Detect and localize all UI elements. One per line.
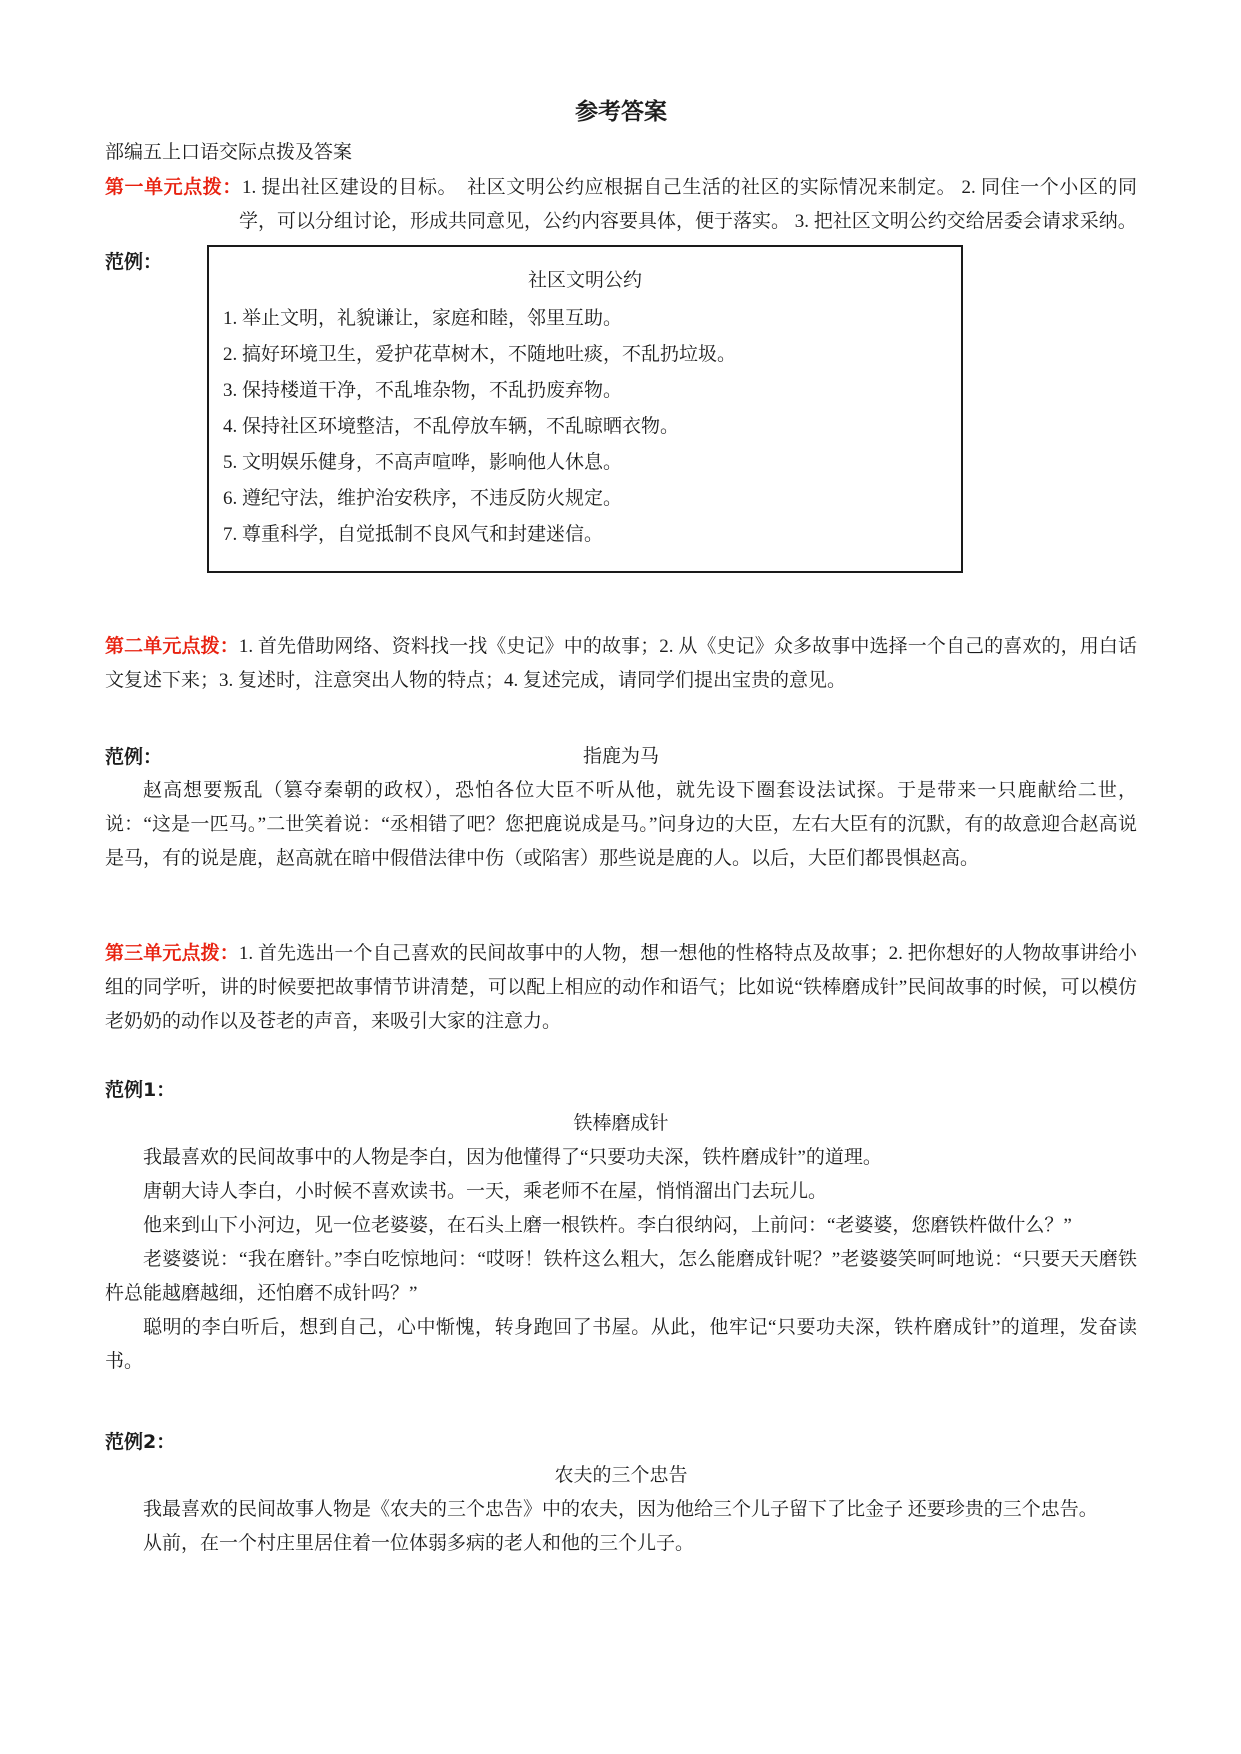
- page-title: 参考答案: [575, 99, 667, 125]
- unit2-example-label: 范例：: [105, 746, 163, 768]
- page-subtitle: 部编五上口语交际点拨及答案: [105, 142, 353, 163]
- pact-item: 1. 举止文明，礼貌谦让，家庭和睦，邻里互助。: [223, 308, 623, 329]
- community-pact-box: [207, 245, 963, 573]
- pact-item-list: [223, 301, 947, 553]
- story-paragraph: 聪明的李白听后，想到自己，心中惭愧，转身跑回了书屋。从此，他牢记“只要功夫深，铁杵磨成针”的道理，发奋读书。: [105, 1317, 1137, 1372]
- unit2-example-row: [105, 740, 1137, 774]
- story-paragraph: 唐朝大诗人李白，小时候不喜欢读书。一天，乘老师不在屋，悄悄溜出门去玩儿。: [143, 1181, 828, 1202]
- unit1-label: 第一单元点拨：: [105, 176, 242, 198]
- pact-item: 5. 文明娱乐健身，不高声喧哗，影响他人休息。: [223, 452, 623, 473]
- pact-item: 6. 遵纪守法，维护治安秩序，不违反防火规定。: [223, 488, 623, 509]
- unit3-story2: [105, 1493, 1137, 1561]
- unit1-example-row: [105, 245, 1137, 573]
- pact-item: 3. 保持楼道干净，不乱堆杂物，不乱扔废弃物。: [223, 380, 623, 401]
- pact-item: 7. 尊重科学，自觉抵制不良风气和封建迷信。: [223, 524, 604, 545]
- unit3-example2-label: 范例2：: [105, 1431, 176, 1453]
- unit1-example-label: 范例：: [105, 251, 163, 273]
- story-paragraph: 我最喜欢的民间故事人物是《农夫的三个忠告》中的农夫，因为他给三个儿子留下了比金子 还要珍贵的三个忠告。: [143, 1499, 1098, 1520]
- pact-item: 2. 搞好环境卫生，爱护花草树木，不随地吐痰，不乱扔垃圾。: [223, 344, 737, 365]
- unit2-paragraph: [105, 629, 1137, 698]
- unit3-story1-title: 铁棒磨成针: [573, 1113, 669, 1134]
- unit2-story-title: 指鹿为马: [582, 746, 659, 767]
- unit3-paragraph: [105, 936, 1137, 1039]
- unit1-text: 1. 提出社区建设的目标。 社区文明公约应根据自己生活的社区的实际情况来制定。 2. 同住一个小区的同学，可以分组讨论，形成共同意见，公约内容要具体，便于落实。 3. 把社区文明公约交给居委会请求采纳。: [239, 177, 1137, 232]
- unit3-label: 第三单元点拨：: [105, 942, 239, 964]
- story-paragraph: 他来到山下小河边，见一位老婆婆，在石头上磨一根铁杵。李白很纳闷，上前问：“老婆婆，您磨铁杵做什么？”: [143, 1215, 1072, 1236]
- story-paragraph: 老婆婆说：“我在磨针。”李白吃惊地问：“哎呀！铁杵这么粗大，怎么能磨成针呢？”老婆婆笑呵呵地说：“只要天天磨铁杵总能越磨越细，还怕磨不成针吗？”: [105, 1249, 1137, 1304]
- pact-title: 社区文明公约: [527, 270, 642, 291]
- unit3-example1-label: 范例1：: [105, 1079, 176, 1101]
- unit2-label: 第二单元点拨：: [105, 635, 239, 657]
- pact-item: 4. 保持社区环境整洁，不乱停放车辆，不乱晾晒衣物。: [223, 416, 680, 437]
- unit3-story1: [105, 1141, 1137, 1379]
- story-paragraph: 我最喜欢的民间故事中的人物是李白，因为他懂得了“只要功夫深，铁杵磨成针”的道理。: [143, 1147, 882, 1168]
- unit2-story: 赵高想要叛乱（篡夺秦朝的政权），恐怕各位大臣不听从他，就先设下圈套设法试探。于是带来一只鹿献给二世，说：“这是一匹马。”二世笑着说：“丞相错了吧？您把鹿说成是马。”问身边的大臣，左右大臣有的沉默，有的故意迎合赵高说是马，有的说是鹿，赵高就在暗中假借法律中伤（或陷害）那些说是鹿的人。以后，大臣们都畏惧赵高。: [105, 780, 1137, 869]
- story-paragraph: 从前，在一个村庄里居住着一位体弱多病的老人和他的三个儿子。: [143, 1533, 695, 1554]
- unit3-text: 1. 首先选出一个自己喜欢的民间故事中的人物，想一想他的性格特点及故事；2. 把你想好的人物故事讲给小组的同学听，讲的时候要把故事情节讲清楚，可以配上相应的动作和语气；比如说“铁棒磨成针”民间故事的时候，可以模仿老奶奶的动作以及苍老的声音，来吸引大家的注意力。: [105, 943, 1137, 1032]
- unit3-story2-title: 农夫的三个忠告: [554, 1465, 688, 1486]
- unit1-paragraph: [105, 170, 1137, 239]
- unit2-text: 1. 首先借助网络、资料找一找《史记》中的故事；2. 从《史记》众多故事中选择一个自己的喜欢的，用白话文复述下来；3. 复述时，注意突出人物的特点；4. 复述完成，请同学们提出宝贵的意见。: [105, 636, 1137, 691]
